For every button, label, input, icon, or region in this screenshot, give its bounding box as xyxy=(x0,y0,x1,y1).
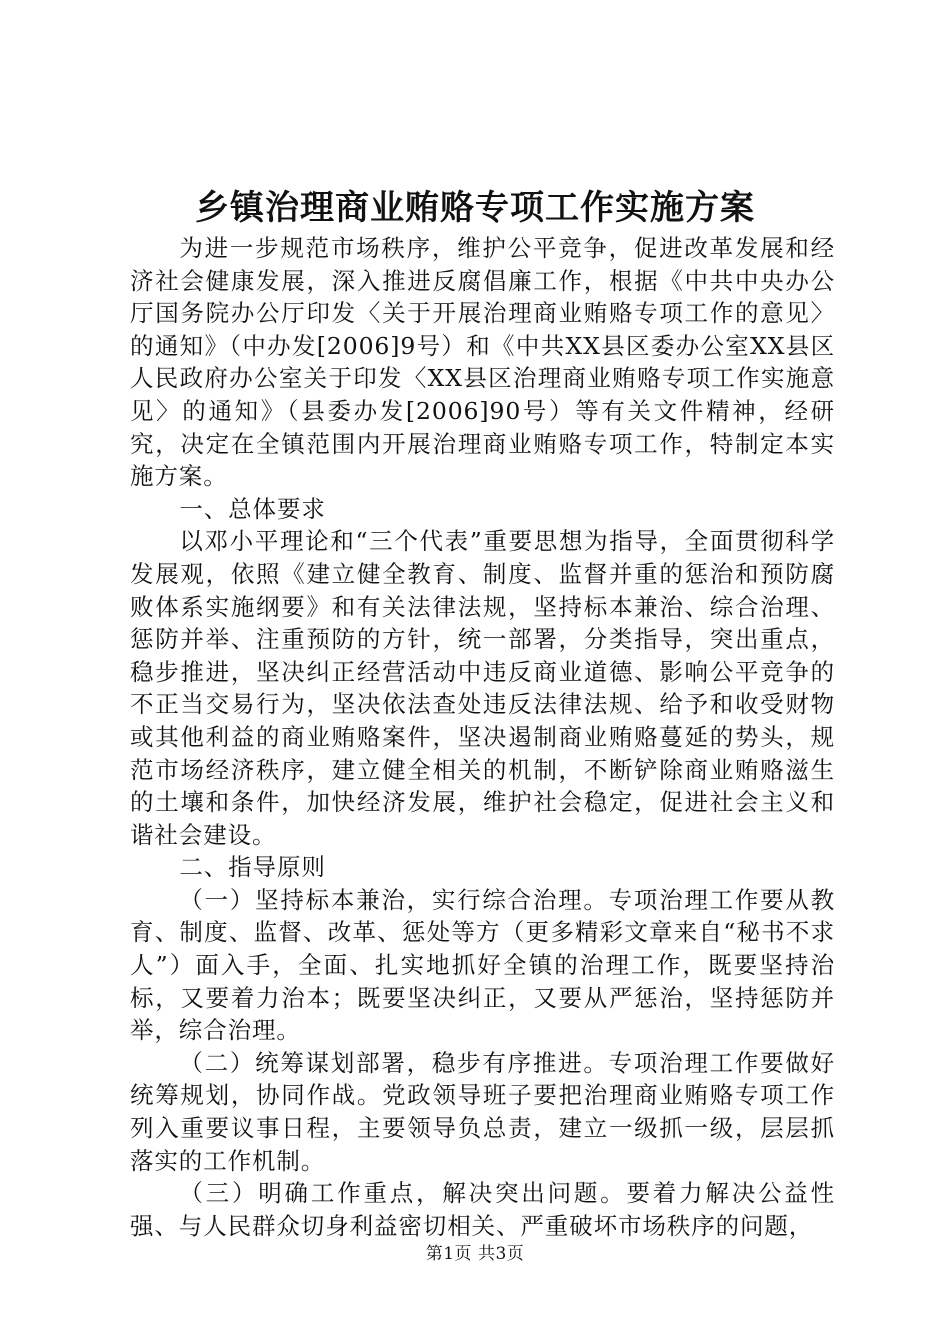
principle-item-3: （三）明确工作重点，解决突出问题。要着力解决公益性强、与人民群众切身利益密切相关、严重破坏市场秩序的问题， xyxy=(130,1179,835,1240)
document-body xyxy=(130,232,835,1242)
page-number-footer: 第1页 共3页 xyxy=(425,1244,525,1264)
principle-item-2: （二）统筹谋划部署，稳步有序推进。专项治理工作要做好统筹规划，协同作战。党政领导班子要把治理商业贿赂专项工作列入重要议事日程，主要领导负总责，建立一级抓一级，层层抓落实的工作机制。 xyxy=(130,1048,835,1175)
general-requirements-paragraph: 以邓小平理论和“三个代表”重要思想为指导，全面贯彻科学发展观，依照《建立健全教育、制度、监督并重的惩治和预防腐败体系实施纲要》和有关法律法规，坚持标本兼治、综合治理、惩防并举、注重预防的方针，统一部署，分类指导，突出重点，稳步推进，坚决纠正经营活动中违反商业道德、影响公平竞争的不正当交易行为，坚决依法查处违反法律法规、给予和收受财物或其他利益的商业贿赂案件，坚决遏制商业贿赂蔓延的势头，规范市场经济秩序，建立健全相关的机制，不断铲除商业贿赂滋生的土壤和条件，加快经济发展，维护社会稳定，促进社会主义和谐社会建设。 xyxy=(130,527,835,849)
page-title: 乡镇治理商业贿赂专项工作实施方案 xyxy=(195,188,755,228)
section-heading-general-requirements: 一、总体要求 xyxy=(179,494,326,523)
principle-item-1: （一）坚持标本兼治，实行综合治理。专项治理工作要从教育、制度、监督、改革、惩处等方（更多精彩文章来自“秘书不求人”）面入手，全面、扎实地抓好全镇的治理工作，既要坚持治标，又要着力治本；既要坚决纠正，又要从严惩治，坚持惩防并举，综合治理。 xyxy=(130,885,835,1045)
intro-paragraph: 为进一步规范市场秩序，维护公平竞争，促进改革发展和经济社会健康发展，深入推进反腐倡廉工作，根据《中共中央办公厅国务院办公厅印发〈关于开展治理商业贿赂专项工作的意见〉的通知》（中办发[2006]9号）和《中共XX县区委办公室XX县区人民政府办公室关于印发〈XX县区治理商业贿赂专项工作实施意见〉的通知》（县委办发[2006]90号）等有关文件精神，经研究，决定在全镇范围内开展治理商业贿赂专项工作，特制定本实施方案。 xyxy=(130,234,835,491)
section-heading-guiding-principles: 二、指导原则 xyxy=(179,853,326,882)
